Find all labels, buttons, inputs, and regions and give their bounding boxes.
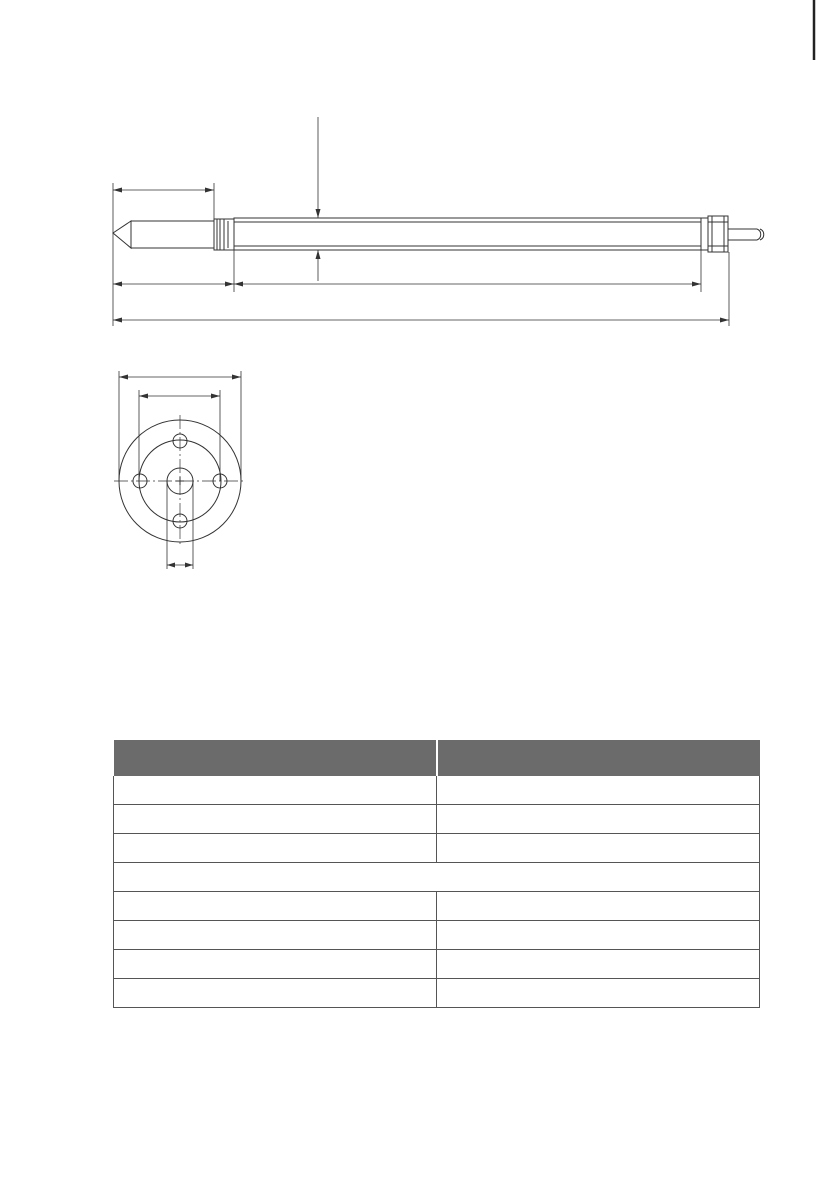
table-cell: [437, 921, 760, 950]
table-row: [114, 979, 760, 1008]
table-row: [114, 805, 760, 834]
sensor-head: [131, 221, 214, 248]
dimension-arrowheads: [113, 188, 729, 323]
table-cell: [114, 921, 437, 950]
body-collar: [701, 218, 708, 250]
cable-gland: [708, 216, 728, 252]
table-cell: [114, 776, 437, 805]
table-cell: [437, 892, 760, 921]
spec-table-header: [114, 740, 760, 776]
table-row: [114, 776, 760, 805]
table-cell: [114, 892, 437, 921]
table-cell: [437, 979, 760, 1008]
table-row: [114, 834, 760, 863]
table-cell: [437, 776, 760, 805]
spec-table: [113, 740, 760, 1008]
probe-tip: [113, 221, 131, 248]
table-cell: [114, 805, 437, 834]
spec-table-header-cell-1: [114, 740, 437, 776]
probe-body: [234, 218, 701, 250]
table-cell: [437, 805, 760, 834]
table-cell: [114, 950, 437, 979]
table-row: [114, 892, 760, 921]
spec-table-header-cell-2: [437, 740, 760, 776]
table-cell: [437, 834, 760, 863]
table-section-cell: [114, 863, 760, 892]
table-row: [114, 950, 760, 979]
table-row: [114, 921, 760, 950]
probe-side-view: [113, 216, 764, 252]
table-cell: [114, 834, 437, 863]
table-cell: [437, 950, 760, 979]
table-row-section: [114, 863, 760, 892]
table-cell: [114, 979, 437, 1008]
